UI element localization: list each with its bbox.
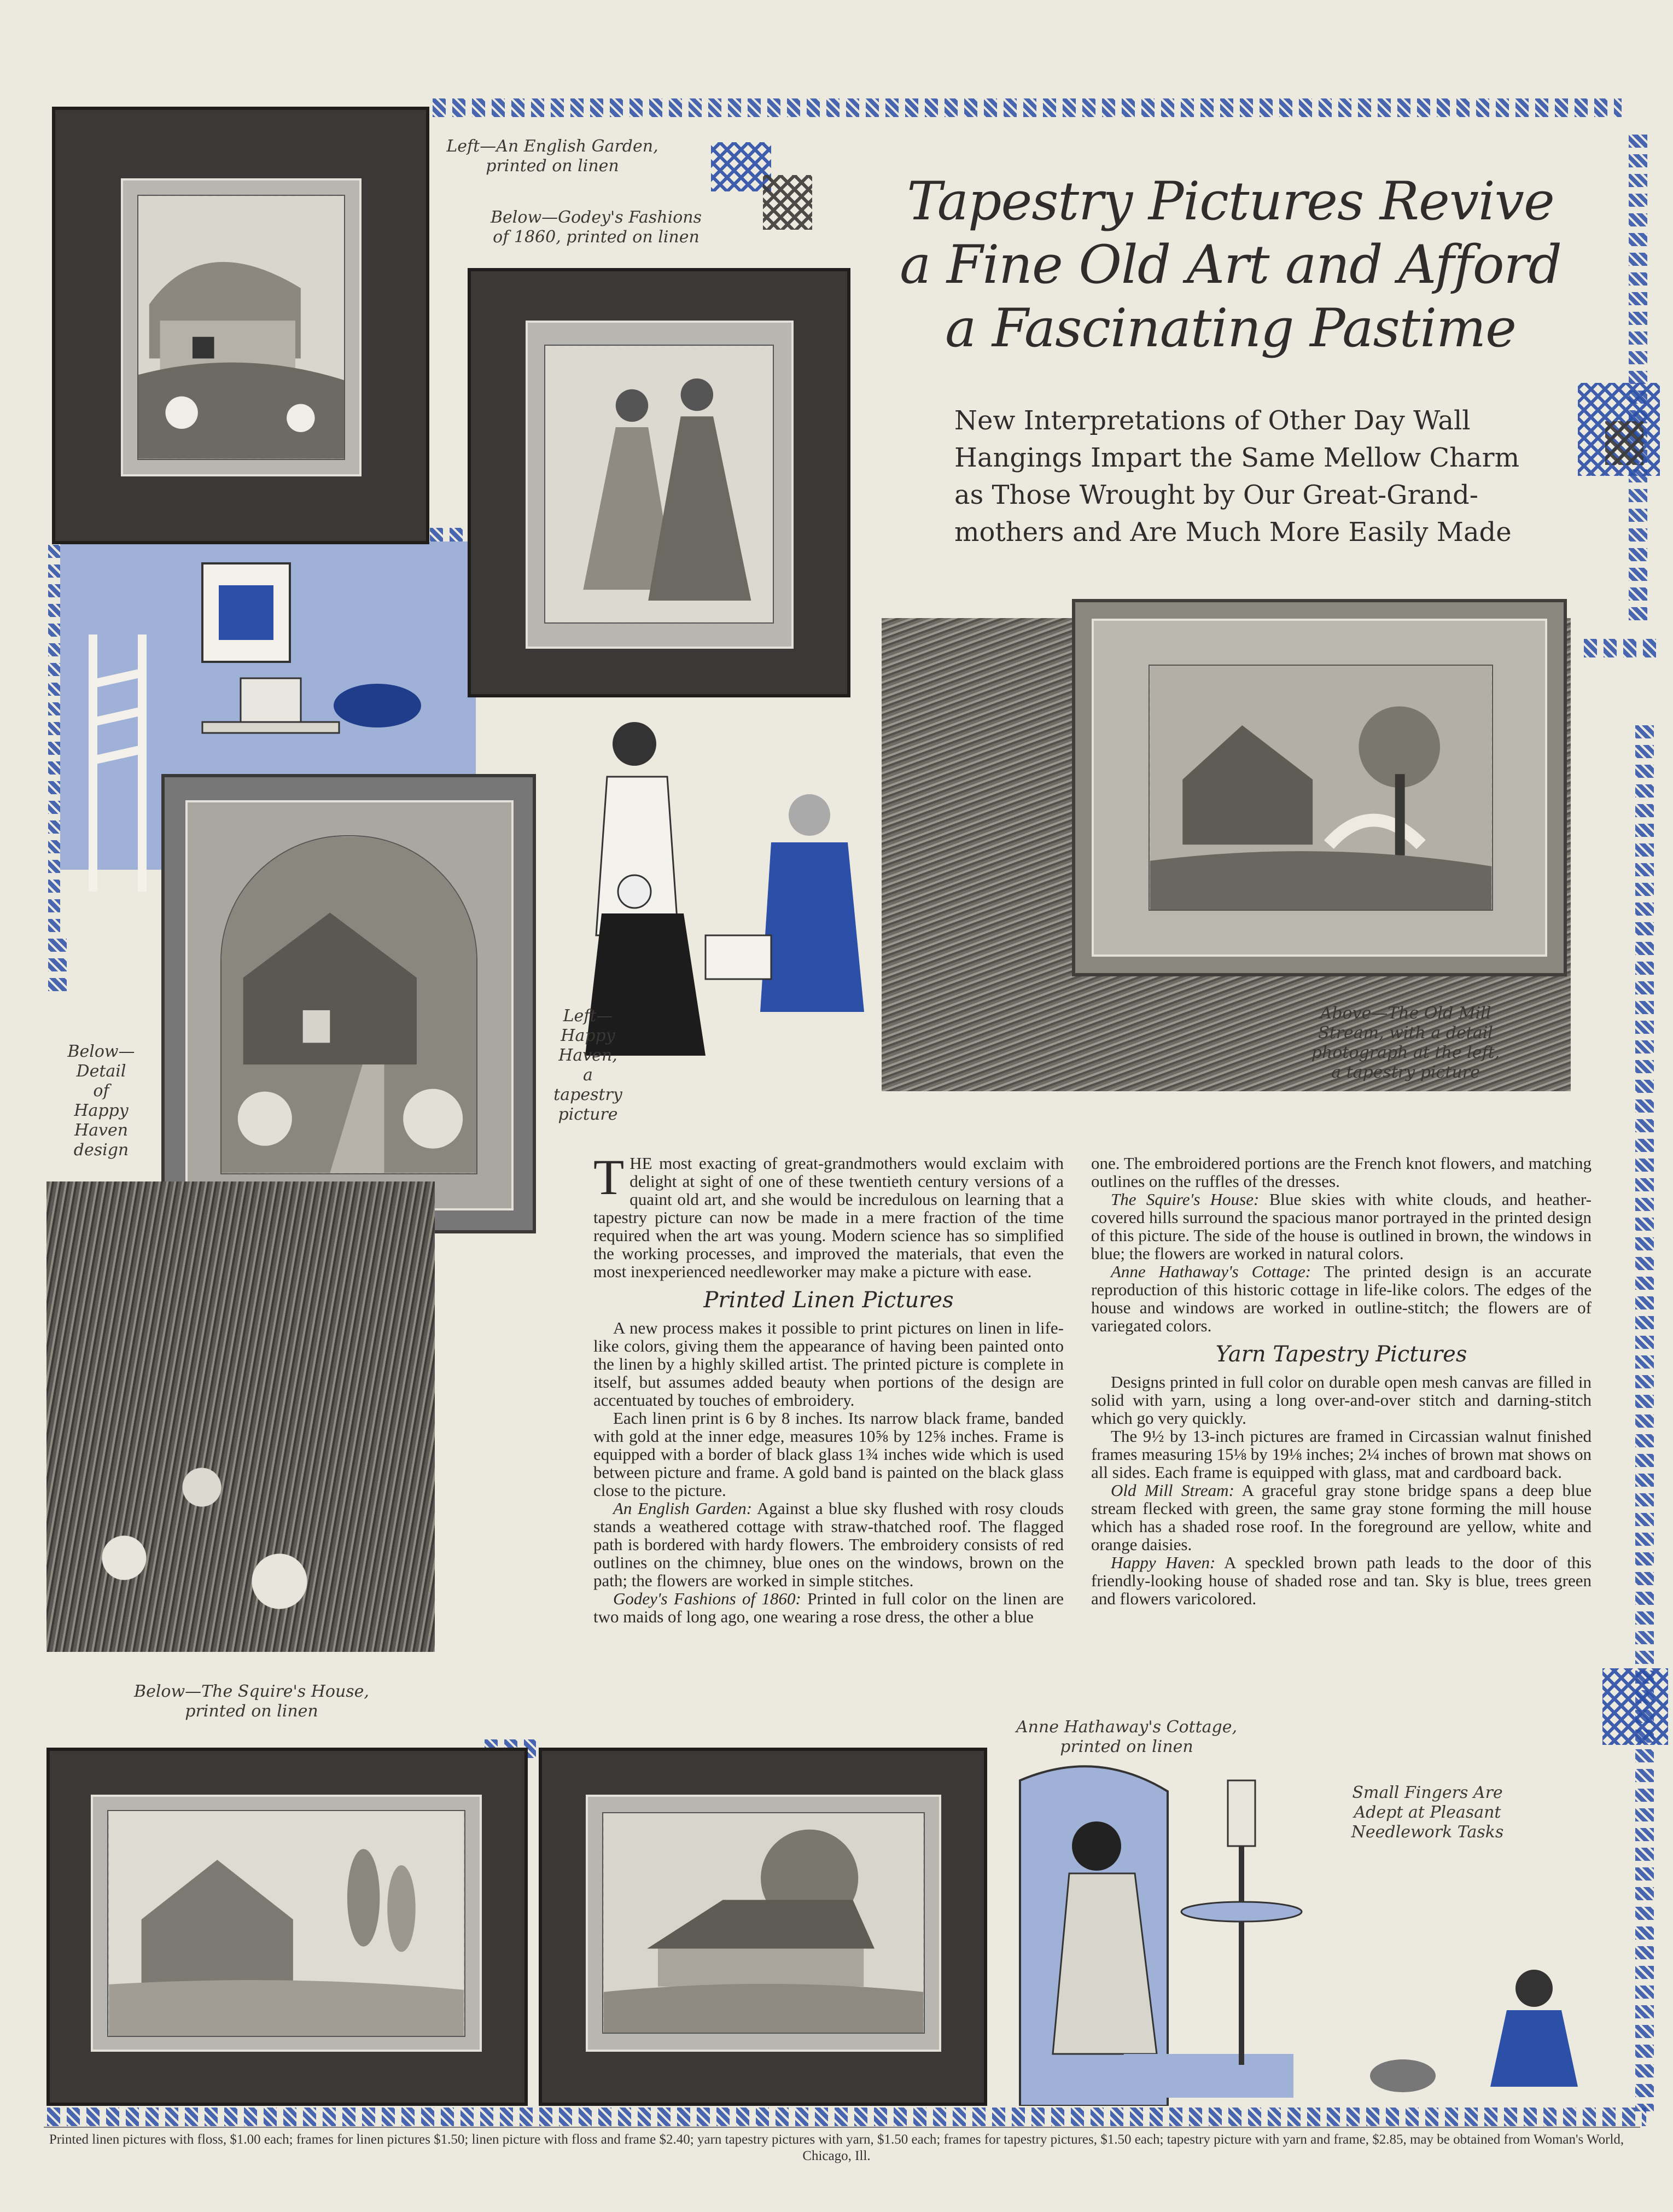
- manor-picture-icon: [108, 1811, 464, 2036]
- heading-printed-linen: Printed Linen Pictures: [703, 1288, 954, 1313]
- printed-paragraph-2: Each linen print is 6 by 8 inches. Its narrow black frame, banded with gold at the inner edge, measures 10⅝ by 12⅝ inches. Frame is equipped with a border of black glass 1¾ inches wide which is used between picture and frame. A gold band is painted on the black glass close to the picture.: [593, 1408, 1064, 1500]
- intro-paragraph: THE most exacting of great-grandmothers would exclaim with delight at sight of one of these twentieth century versions of a quaint old art, and she would be incredulous on learning that a tapestry picture can now be made in a mere fraction of the time required when the art was young. Modern science has so simplified the working processes, and improved the materials, that even the most inexperienced needleworker may make a picture with ease.: [593, 1149, 1064, 1281]
- caption-happy-haven: Left— Happy Haven, a tapestry picture: [553, 1006, 622, 1124]
- squires-house-mat: [91, 1795, 482, 2052]
- caption-old-mill: Above—The Old Mill Stream, with a detail photograph at the left, a tapestry picture: [1311, 1004, 1500, 1082]
- squires-house-picture: [107, 1810, 465, 2037]
- cottage-hathaway-icon: [603, 1813, 924, 2033]
- caption-english-garden: Left—An English Garden, printed on linen: [446, 137, 658, 176]
- yarn-paragraph-1: Designs printed in full color on durable open mesh canvas are filled in solid with yarn, using a long over-and-over stitch and darning-stitch which go very quickly.: [1091, 1372, 1592, 1428]
- cross-stitch-border-right-lower: [1635, 722, 1654, 2111]
- english-garden-picture: [137, 195, 345, 460]
- cross-stitch-border-mid3: [1581, 639, 1663, 657]
- happy-haven-detail-photo: [46, 1181, 435, 1652]
- cross-stitch-border-bottom: [44, 2108, 1646, 2126]
- col2-paragraph-1: one. The embroidered portions are the French knot flowers, and matching outlines on the ruffles of the dresses.: [1091, 1154, 1592, 1191]
- anne-paragraph: Anne Hathaway's Cottage: The printed design is an accurate reproduction of this historic cottage in life-like colors. The edges of the house and windows are worked in outline-stitch; the flowers are of variegated colors.: [1091, 1262, 1592, 1335]
- anne-hathaway-mat: [586, 1795, 941, 2052]
- old-mill-frame: [1072, 599, 1567, 976]
- yarn-paragraph-2: The 9½ by 13-inch pictures are framed in Circassian walnut finished frames measuring 15⅛ by 19⅛ inches; 2¼ inches of brown mat shows on all sides. Each frame is equipped with glass, mat and cardboard back.: [1091, 1427, 1592, 1482]
- article-column-2: [1091, 1154, 1592, 1608]
- mill-picture-icon: [1150, 666, 1492, 910]
- godeys-fashions-picture: [544, 345, 774, 624]
- caption-happy-haven-detail: Below— Detail of Happy Haven design: [67, 1042, 135, 1160]
- happy-haven-frame: [161, 774, 536, 1233]
- cross-stitch-motif-right-dark: [1605, 421, 1643, 465]
- anne-hathaway-picture: [602, 1812, 925, 2034]
- footer-rule: [44, 2127, 1640, 2128]
- needlework-illustration: [987, 1748, 1633, 2106]
- garden-paragraph: An English Garden: Against a blue sky flushed with rosy clouds stands a weathered cottage with straw-thatched roof. The flagged path is bordered with hardy flowers. The embroidery consists of red outlines on the chimney, blue ones on the windows, brown on the path; the flowers are worked in simple stitches.: [593, 1499, 1064, 1590]
- article-column-1: [593, 1149, 1064, 1626]
- english-garden-frame: [52, 107, 429, 544]
- mill-paragraph: Old Mill Stream: A graceful gray stone bridge spans a deep blue stream flecked with green, the same gray stone forming the mill house which has a shaded rose roof. In the foreground are yellow, white and orange daisies.: [1091, 1481, 1592, 1554]
- cross-stitch-motif-dark: [763, 175, 812, 230]
- cross-stitch-border-right: [1629, 131, 1647, 624]
- caption-squires-house: Below—The Squire's House, printed on linen: [134, 1682, 369, 1721]
- printed-paragraph-1: A new process makes it possible to print pictures on linen in life-like colors, giving them the appearance of having been painted onto the linen by a highly skilled artist. The printed picture is complete in itself, but assumes added beauty when portions of the design are accentuated by touches of embroidery.: [593, 1318, 1064, 1410]
- happy-haven-picture: [220, 835, 477, 1174]
- caption-anne-hathaway: Anne Hathaway's Cottage, printed on linen: [1016, 1718, 1238, 1756]
- old-mill-mat: [1092, 619, 1547, 957]
- heading-yarn-tapestry: Yarn Tapestry Pictures: [1215, 1342, 1467, 1367]
- cottage-picture-icon: [138, 196, 344, 459]
- anne-hathaway-frame: [539, 1748, 987, 2106]
- haven-paragraph: Happy Haven: A speckled brown path leads to the door of this friendly-looking house of shaded rose and tan. Sky is blue, trees green and flowers varicolored.: [1091, 1553, 1592, 1608]
- happy-haven-mat: [185, 800, 514, 1210]
- price-footer: Printed linen pictures with floss, $1.00 each; frames for linen pictures $1.50; linen picture with floss and frame $2.40; yarn tapestry pictures with yarn, $1.50 each; frames for tapestry pictures, $1.50 each; tapestry picture with yarn and frame, $2.85, may be obtained from Woman's World, Chicago, Ill.: [49, 2132, 1624, 2163]
- ladies-picture-icon: [545, 346, 773, 622]
- drop-cap: T: [593, 1149, 625, 1205]
- cross-stitch-motif-lower-right: [1602, 1668, 1668, 1745]
- page-title: Tapestry Pictures Revive a Fine Old Art and Afford a Fascinating Pastime: [900, 171, 1561, 359]
- cross-stitch-border-top: [429, 98, 1622, 117]
- old-mill-picture: [1149, 665, 1493, 911]
- godeys-fashions-frame: [468, 268, 850, 697]
- godey-paragraph: Godey's Fashions of 1860: Printed in full color on the linen are two maids of long ago, one wearing a rose dress, the other a blue: [593, 1589, 1064, 1626]
- haven-picture-icon: [221, 836, 476, 1173]
- page-subtitle: New Interpretations of Other Day Wall Hangings Impart the Same Mellow Charm as Those Wrought by Our Great-Grand- mothers and Are Much More Easily Made: [954, 405, 1520, 548]
- squires-house-frame: [46, 1748, 528, 2106]
- godeys-fashions-mat: [526, 321, 794, 649]
- caption-godeys: Below—Godey's Fashions of 1860, printed on linen: [490, 208, 702, 247]
- squire-paragraph: The Squire's House: Blue skies with white clouds, and heather-covered hills surround the spacious manor portrayed in the printed design of this picture. The side of the house is outlined in brown, the windows in blue; the flowers are worked in natural colors.: [1091, 1190, 1592, 1263]
- english-garden-mat: [121, 178, 362, 476]
- caption-small-fingers: Small Fingers Are Adept at Pleasant Needlework Tasks: [1351, 1783, 1504, 1842]
- needlework-scene-icon: [987, 1748, 1633, 2106]
- cross-stitch-motif: [711, 142, 771, 191]
